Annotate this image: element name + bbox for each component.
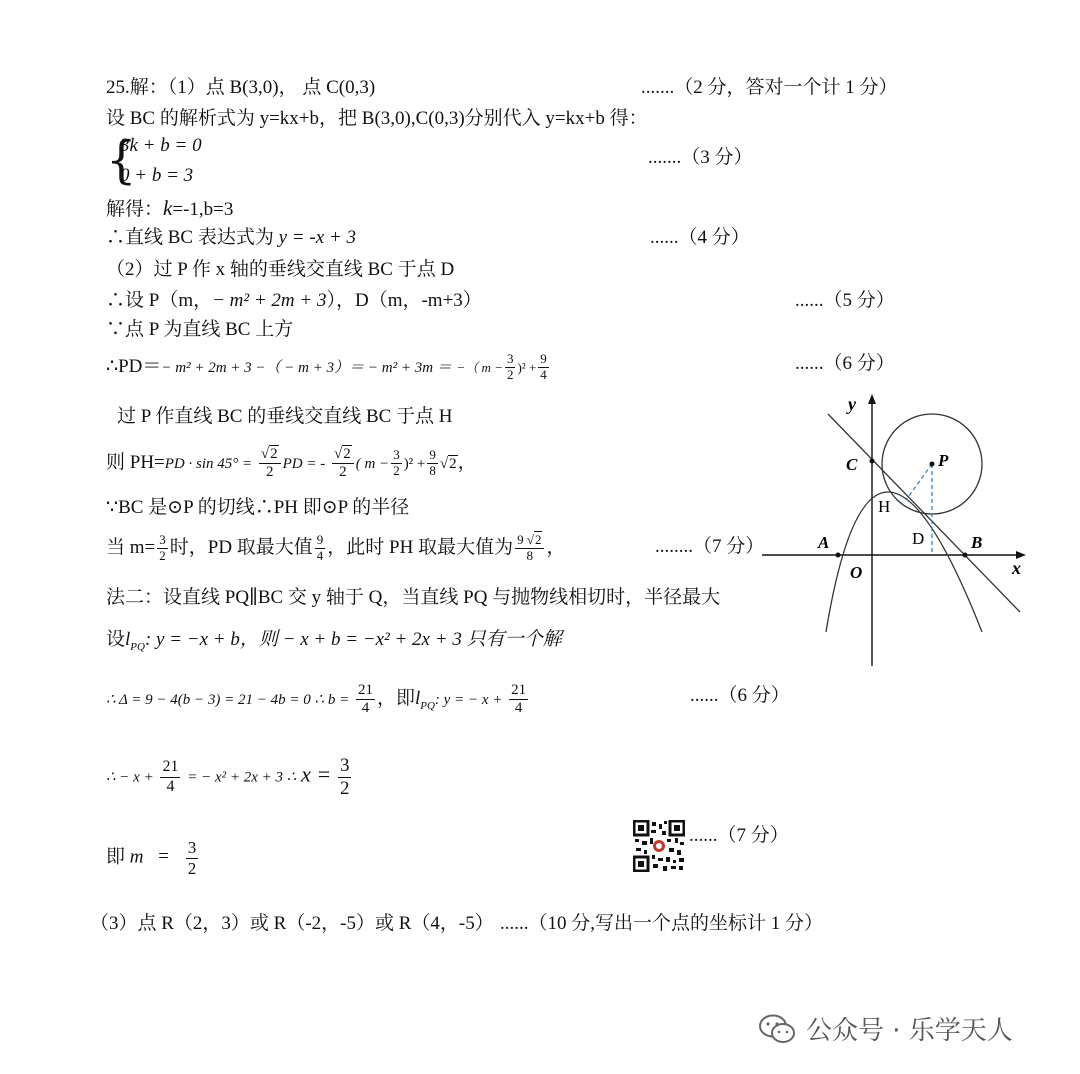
label-x: x	[1012, 558, 1021, 578]
label-y: y	[848, 394, 856, 414]
when-m: 当 m=	[106, 536, 156, 558]
bc-expression-line	[106, 226, 356, 250]
line-pq-final: : y = − x +	[434, 692, 503, 709]
point-b	[963, 553, 968, 558]
ph-sin: PD · sin 45° =	[164, 456, 253, 473]
fraction-9sqrt2-over-8: $\frac{9 √2}{8}$	[515, 533, 544, 564]
pd-label: ∴PD＝	[106, 355, 162, 377]
label-c: C	[846, 455, 858, 474]
sqrt2-factor: √2	[439, 456, 457, 473]
fraction-9-over-4: $\frac{9}{4}$	[540, 351, 547, 382]
discriminant-eq: ∴ Δ = 9 − 4(b − 3) = 21 − 4b = 0 ∴ b =	[106, 692, 350, 709]
fraction-9-over-4-b: $\frac{9}{4}$	[316, 532, 324, 563]
equation-2: 0 + b = 3	[120, 165, 194, 186]
fraction-sqrt2-over-2: $\frac{√2}{2}$	[259, 446, 281, 482]
solve-values: =-1,b=3	[172, 199, 234, 220]
ph-vertex-a: ( m −	[355, 456, 390, 473]
fraction-9-over-8: $\frac{9}{8}$	[429, 447, 436, 479]
ph-pd: PD = -	[282, 456, 326, 473]
wechat-icon	[758, 1013, 796, 1045]
fraction-3-over-2-e: $\frac{3}{2}$	[187, 838, 197, 878]
p-above-bc: ∵点 P 为直线 BC 上方	[106, 319, 294, 340]
x-equals: x =	[301, 761, 332, 787]
d-label: ），D（m，-m+3）	[326, 290, 482, 311]
qr-code-icon	[633, 820, 685, 872]
point-a	[836, 553, 841, 558]
max-value-line	[106, 533, 566, 564]
m-value-line	[106, 838, 200, 878]
line-pq-eq: : y = −x + b	[144, 629, 240, 650]
equals-sign: =	[158, 846, 169, 868]
pd-vertex-form-b: )² +	[517, 359, 537, 375]
fraction-3-over-2-d: $\frac{3}{2}$	[339, 755, 350, 799]
ph-expression-line	[106, 446, 477, 482]
p-label: ∴设 P（m，	[106, 290, 213, 311]
score-note-7b: ......（7 分）	[689, 825, 789, 846]
ph-label: 则 PH=	[106, 452, 165, 474]
score-note-6: ......（6 分）	[795, 353, 895, 374]
discriminant-line	[106, 682, 530, 718]
score-note-3: .......（3 分）	[648, 147, 753, 168]
pd-expansion: − m² + 2m + 3 −（ − m + 3）＝ − m² + 3m ＝	[161, 359, 452, 376]
score-note-6b: ......（6 分）	[690, 685, 790, 706]
ph-vertex-b: )² +	[403, 456, 426, 473]
watermark-text: 公众号 · 乐学天人	[806, 1016, 1013, 1046]
part3-answer: （3）点 R（2，3）或 R（-2，-5）或 R（4，-5）	[90, 913, 494, 934]
k-symbol: k	[163, 196, 173, 220]
equation-brace: {	[106, 130, 137, 190]
solve-label: 解得：	[106, 199, 164, 220]
solve-line	[106, 196, 233, 222]
fraction-21-over-4: $\frac{21}{4}$	[357, 682, 373, 717]
one-solution-text: ，则 − x + b = −x² + 2x + 3 只有一个解	[239, 629, 562, 650]
score-note-7: ........（7 分）	[655, 536, 765, 557]
ph-max-text: ，此时 PH 取最大值为	[327, 536, 514, 558]
fraction-3-over-2-b: $\frac{3}{2}$	[393, 447, 400, 479]
fraction-3-over-2-c: $\frac{3}{2}$	[159, 532, 166, 563]
label-o: O	[850, 563, 863, 582]
watermark	[758, 1010, 1013, 1047]
point-c	[870, 459, 875, 464]
pd-vertex-form-a: −（ m −	[456, 359, 503, 375]
score-note-1: .......（2 分，答对一个计 1 分）	[641, 77, 898, 98]
fraction-3-over-2: $\frac{3}{2}$	[506, 351, 514, 382]
perpendicular-h-line: 过 P 作直线 BC 的垂线交直线 BC 于点 H	[117, 406, 453, 427]
method-two-intro: 法二：设直线 PQ∥BC 交 y 轴于 Q，当直线 PQ 与抛物线相切时，半径最大	[106, 587, 721, 608]
y-axis-arrow	[868, 394, 876, 404]
score-note-5: ......（5 分）	[795, 290, 895, 311]
point-p	[930, 462, 935, 467]
bc-expression-label: ∴直线 BC 表达式为	[106, 227, 274, 248]
pq-subscript: PQ	[130, 640, 145, 653]
label-p: P	[938, 451, 949, 470]
p-d-coordinates	[106, 289, 482, 313]
geometry-figure	[760, 392, 1040, 672]
bc-expression: y = -x + 3	[278, 227, 356, 248]
tangent-eq-a: ∴ − x +	[106, 769, 154, 786]
label-b: B	[971, 533, 983, 552]
pd-expression-line	[106, 352, 551, 383]
label-a: A	[818, 533, 830, 552]
score-note-10: ......（10 分,写出一个点的坐标计 1 分）	[500, 913, 824, 934]
m-symbol: m	[129, 846, 144, 868]
p-y-expression: − m² + 2m + 3	[212, 290, 327, 311]
parabola	[826, 492, 982, 632]
label-h: H	[878, 497, 891, 516]
fraction-sqrt2-over-2-b: $\frac{√2}{2}$	[332, 446, 354, 482]
tangent-x-line	[106, 755, 353, 800]
max-comma: ，	[546, 536, 566, 558]
score-note-4: ......（4 分）	[650, 227, 750, 248]
namely-text: ，即	[376, 688, 415, 710]
tangent-eq-b: = − x² + 2x + 3 ∴	[187, 769, 297, 786]
equation-1: 3k + b = 0	[120, 135, 202, 156]
bc-setup-line: 设 BC 的解析式为 y=kx+b，把 B(3,0),C(0,3)分别代入 y=kx+b 得：	[106, 108, 648, 129]
namely-label: 即	[106, 846, 126, 868]
question-25-part1: 25.解：（1）点 B(3,0)， 点 C(0,3)	[106, 77, 376, 98]
part2-intro: （2）过 P 作 x 轴的垂线交直线 BC 于点 D	[106, 259, 455, 280]
label-d: D	[912, 529, 925, 548]
l-symbol: l	[125, 629, 131, 650]
line-pq-setup	[106, 628, 562, 659]
pq-subscript-2: PQ	[420, 699, 435, 712]
pd-max-text: 时，PD 取最大值	[169, 536, 313, 558]
ph-comma: ，	[457, 452, 477, 474]
let-label: 设	[106, 629, 126, 650]
fraction-21-over-4-b: $\frac{21}{4}$	[511, 682, 527, 717]
segment-ph	[906, 464, 932, 500]
l-symbol-2: l	[414, 688, 421, 710]
tangent-radius-line: ∵BC 是⊙P 的切线∴PH 即⊙P 的半径	[106, 497, 410, 518]
fraction-21-over-4-c: $\frac{21}{4}$	[162, 758, 179, 795]
